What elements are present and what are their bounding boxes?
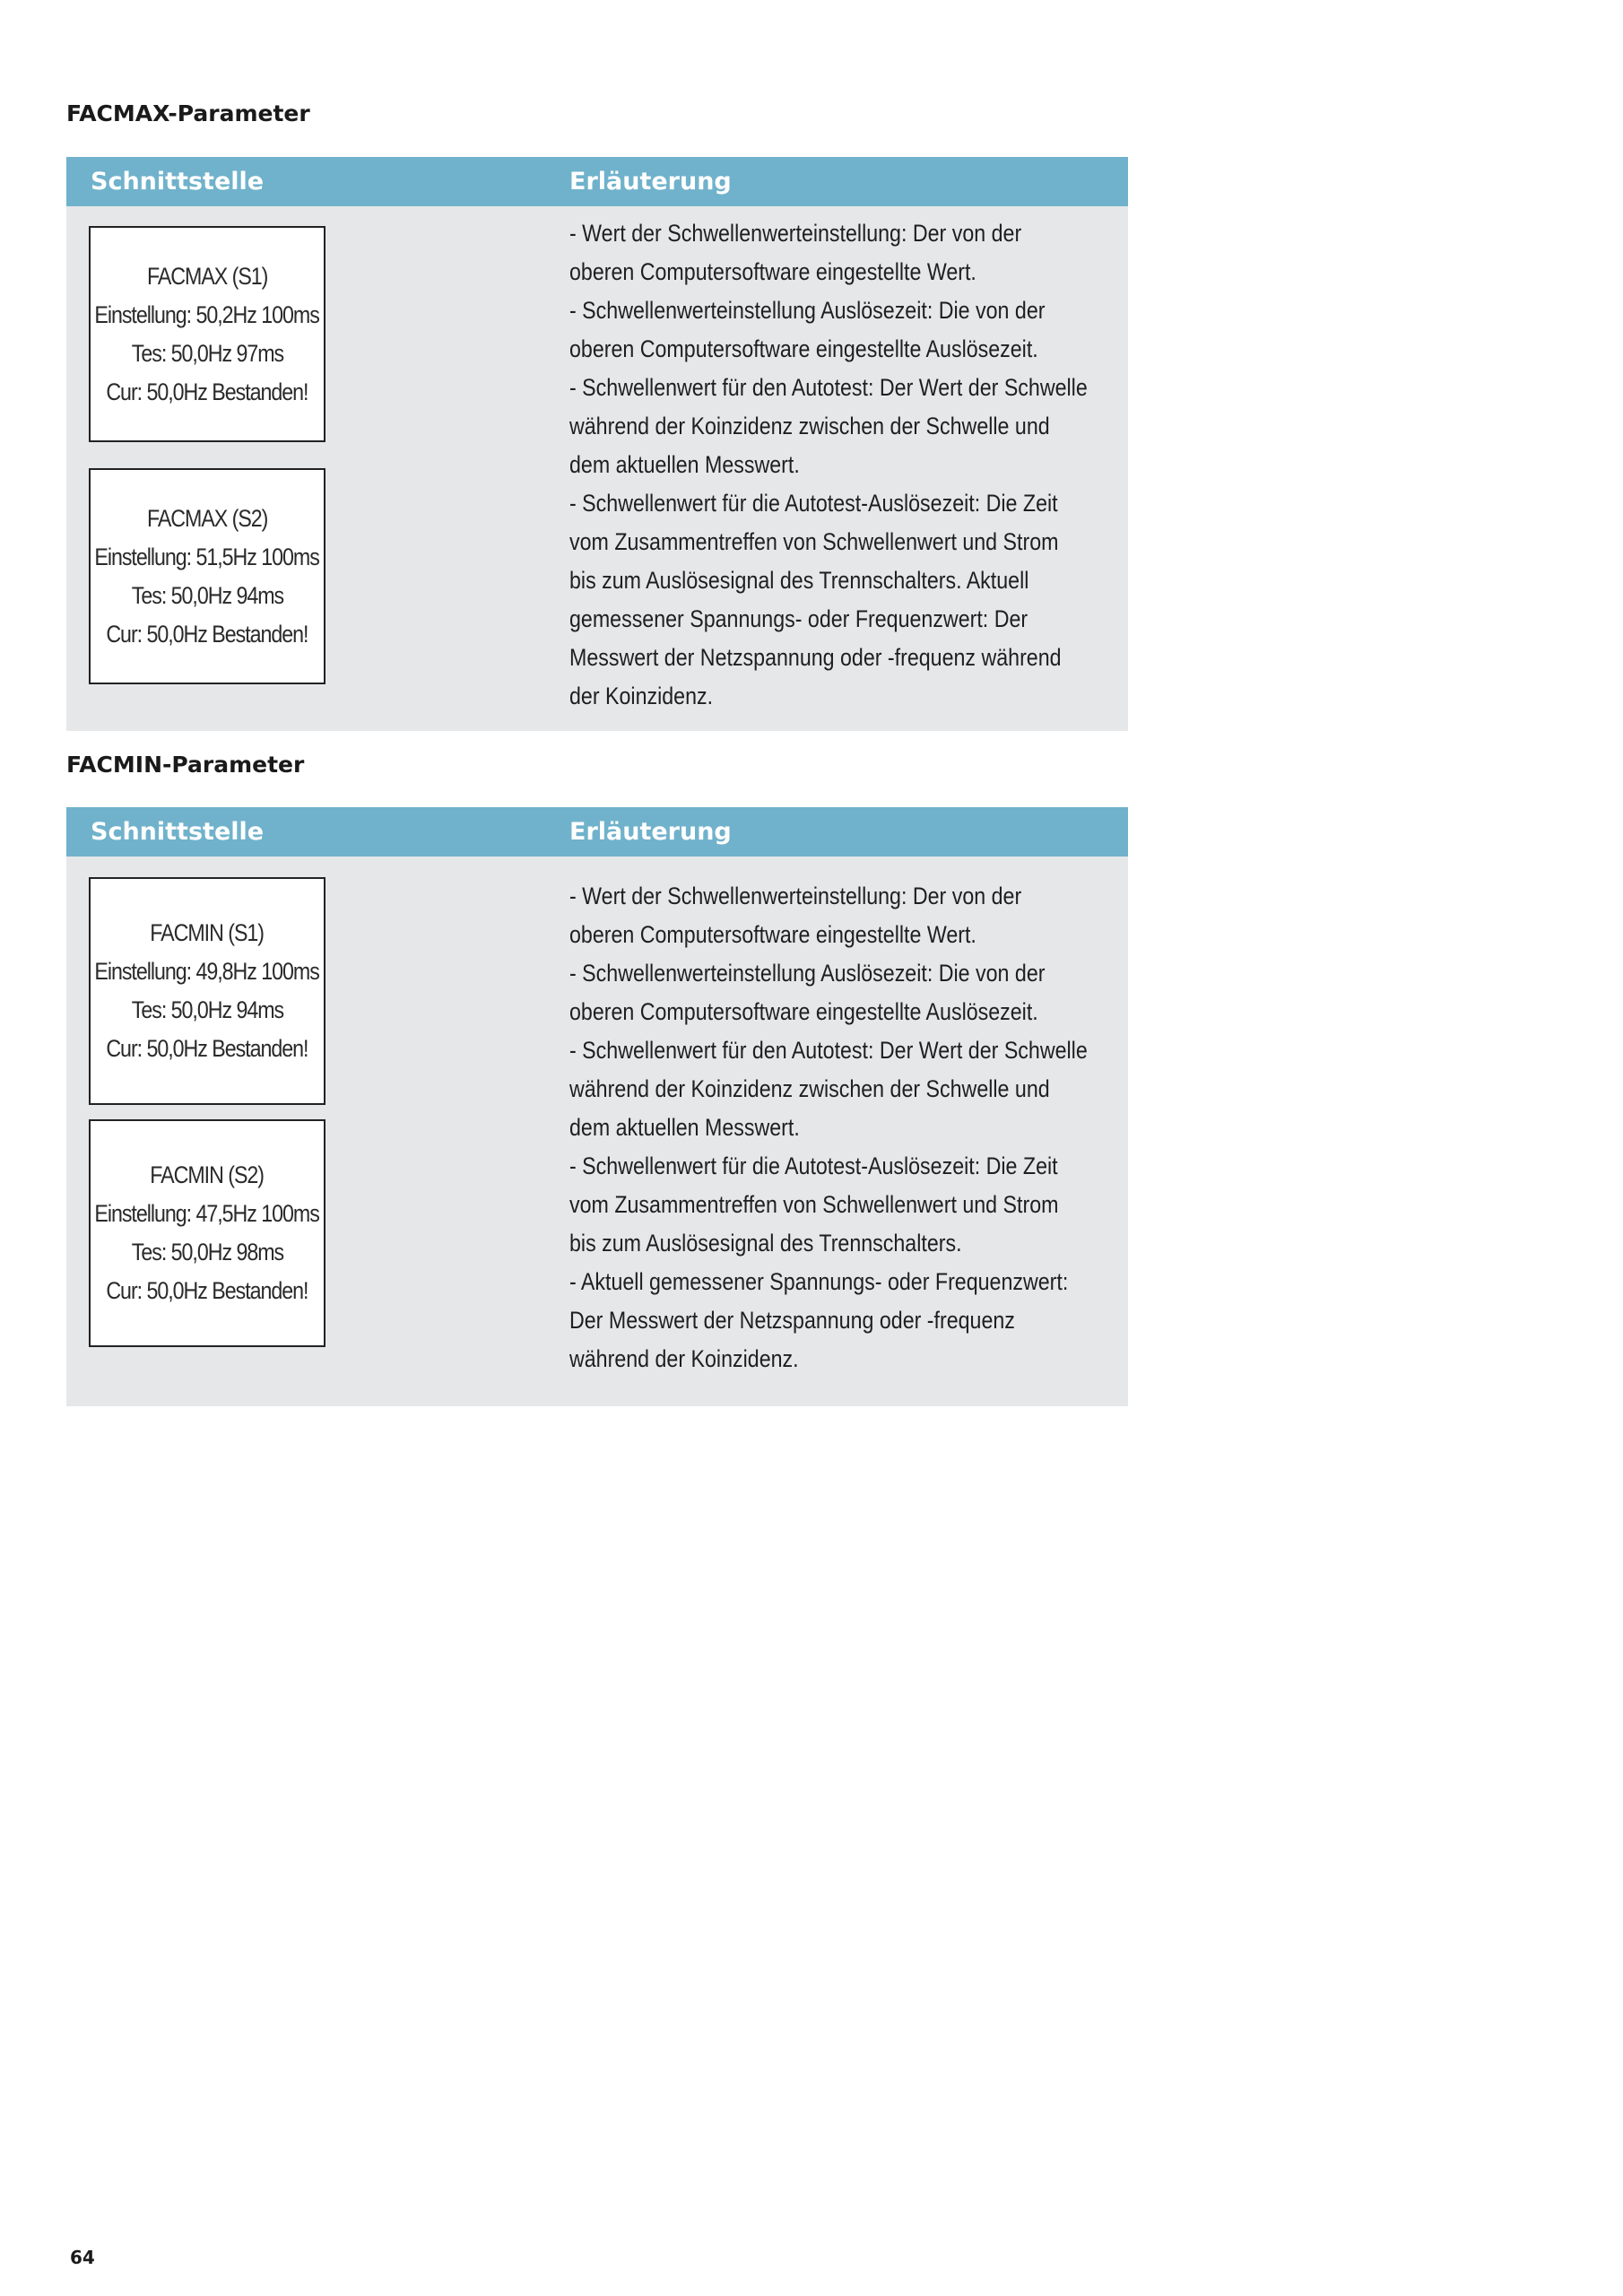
explanation-line: - Schwellenwerteinstellung Auslösezeit: Die von der: [569, 960, 1046, 987]
table-header: [66, 807, 1128, 857]
explanation-line: oberen Computersoftware eingestellte Wert.: [569, 258, 976, 285]
explanation-line: bis zum Auslösesignal des Trennschalters.: [569, 1230, 962, 1257]
explanation-line: - Aktuell gemessener Spannungs- oder Frequenzwert:: [569, 1268, 1069, 1295]
screen-line: FACMAX (S2): [146, 504, 268, 532]
explanation-line: - Schwellenwert für den Autotest: Der Wert der Schwelle: [569, 374, 1088, 401]
screen-line: FACMAX (S1): [146, 262, 268, 290]
screen-line: Tes: 50,0Hz 94ms: [131, 581, 283, 609]
header-explanation: Erläuterung: [569, 818, 732, 846]
page-number: 64: [70, 2247, 95, 2268]
screen-line: Einstellung: 50,2Hz 100ms: [94, 300, 320, 328]
explanation-line: bis zum Auslösesignal des Trennschalters. Aktuell: [569, 567, 1029, 594]
section-title-facmin: FACMIN-Parameter: [66, 752, 305, 778]
display-screen-s2: [89, 1119, 325, 1347]
explanation-line: Der Messwert der Netzspannung oder -frequenz: [569, 1307, 1015, 1334]
explanation-line: - Schwellenwerteinstellung Auslösezeit: Die von der: [569, 297, 1046, 324]
explanation-line: oberen Computersoftware eingestellte Auslösezeit.: [569, 998, 1038, 1025]
screen-line: Einstellung: 47,5Hz 100ms: [94, 1200, 320, 1227]
display-screen-s1: [89, 226, 325, 442]
explanation-line: - Wert der Schwellenwerteinstellung: Der von der: [569, 220, 1022, 247]
explanation-line: dem aktuellen Messwert.: [569, 1114, 800, 1141]
screen-line: Cur: 50,0Hz Bestanden!: [106, 1277, 308, 1304]
explanation-line: dem aktuellen Messwert.: [569, 451, 800, 478]
section-title-facmax: FACMAX-Parameter: [66, 100, 310, 126]
facmin-table: [66, 807, 1128, 1406]
screen-line: FACMIN (S2): [150, 1161, 265, 1188]
screen-line: Tes: 50,0Hz 98ms: [131, 1239, 283, 1265]
explanation-line: - Schwellenwert für die Autotest-Auslösezeit: Die Zeit: [569, 1152, 1058, 1179]
display-screen-s2: [89, 468, 325, 684]
header-interface: Schnittstelle: [91, 168, 265, 196]
explanation-line: - Schwellenwert für den Autotest: Der Wert der Schwelle: [569, 1037, 1088, 1064]
table-header: [66, 157, 1128, 206]
screen-line: FACMIN (S1): [150, 919, 265, 946]
screen-line: Einstellung: 49,8Hz 100ms: [94, 958, 320, 985]
table-body: [66, 857, 1128, 1406]
explanation-line: während der Koinzidenz.: [569, 1345, 799, 1372]
explanation-line: - Schwellenwert für die Autotest-Auslösezeit: Die Zeit: [569, 490, 1058, 517]
screen-line: Einstellung: 51,5Hz 100ms: [94, 543, 320, 570]
table-body: [66, 206, 1128, 731]
screen-line: Cur: 50,0Hz Bestanden!: [106, 620, 308, 648]
facmax-table: [66, 157, 1128, 731]
explanation-line: - Wert der Schwellenwerteinstellung: Der von der: [569, 883, 1022, 909]
explanation-line: der Koinzidenz.: [569, 683, 714, 709]
header-interface: Schnittstelle: [91, 818, 265, 846]
explanation-line: gemessener Spannungs- oder Frequenzwert: Der: [569, 605, 1028, 632]
screen-line: Tes: 50,0Hz 94ms: [131, 996, 283, 1023]
explanation-line: Messwert der Netzspannung oder -frequenz während: [569, 644, 1062, 671]
explanation-line: während der Koinzidenz zwischen der Schwelle und: [569, 1075, 1050, 1102]
screen-line: Cur: 50,0Hz Bestanden!: [106, 378, 308, 405]
screen-line: Cur: 50,0Hz Bestanden!: [106, 1035, 308, 1062]
explanation-text: [569, 214, 1125, 716]
explanation-line: vom Zusammentreffen von Schwellenwert und Strom: [569, 1191, 1059, 1218]
explanation-line: vom Zusammentreffen von Schwellenwert und Strom: [569, 528, 1059, 555]
explanation-line: während der Koinzidenz zwischen der Schwelle und: [569, 413, 1050, 439]
explanation-text: [569, 877, 1125, 1378]
explanation-line: oberen Computersoftware eingestellte Auslösezeit.: [569, 335, 1038, 362]
header-explanation: Erläuterung: [569, 168, 732, 196]
explanation-line: oberen Computersoftware eingestellte Wert.: [569, 921, 976, 948]
display-screen-s1: [89, 877, 325, 1105]
screen-line: Tes: 50,0Hz 97ms: [131, 339, 283, 367]
